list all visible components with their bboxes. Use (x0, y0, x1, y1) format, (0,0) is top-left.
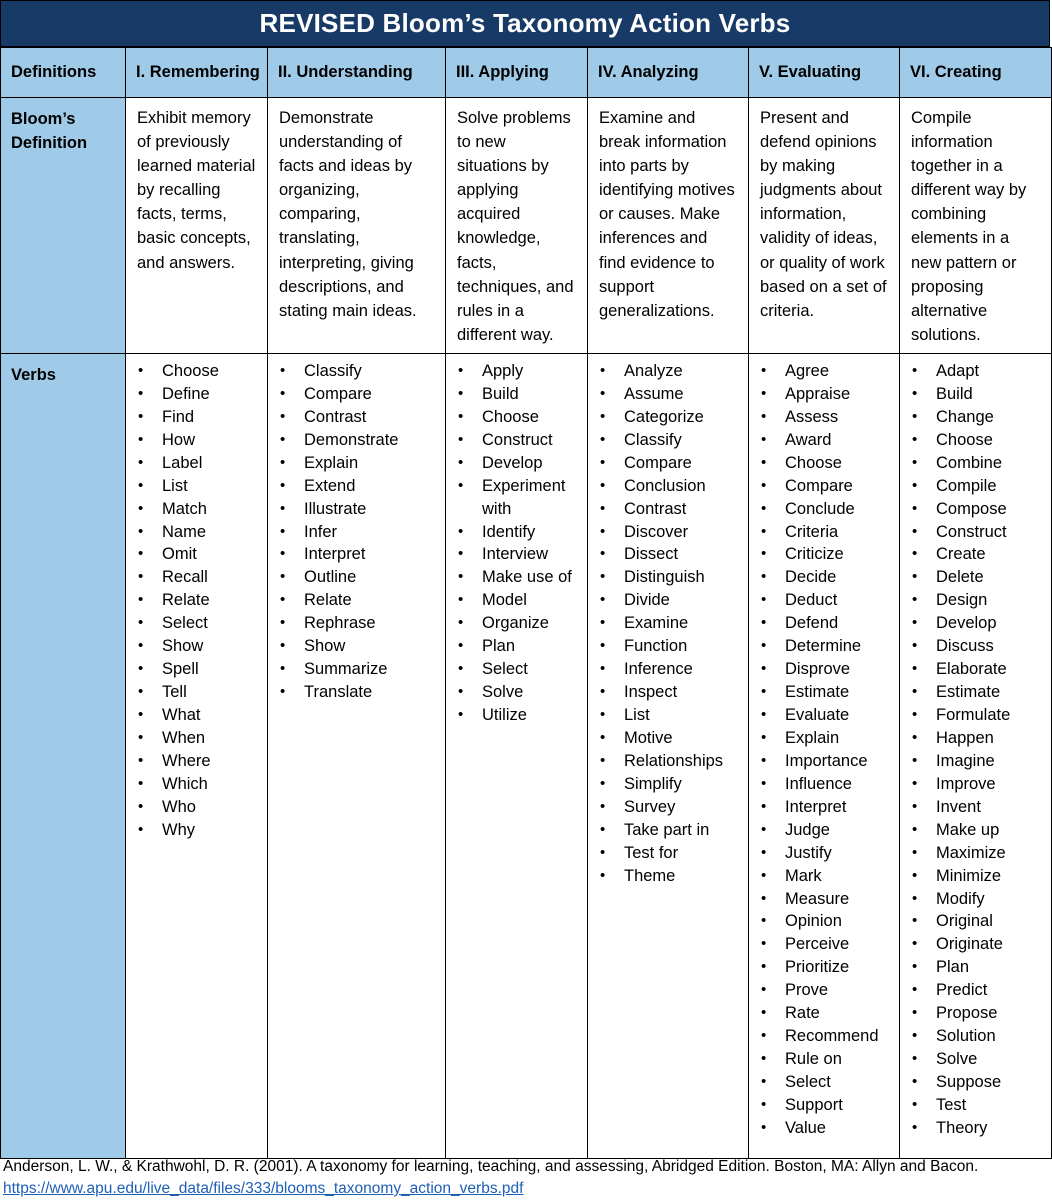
verb-item: • Illustrate (280, 498, 444, 521)
column-header-evaluating: V. Evaluating (749, 48, 900, 98)
verb-item: • Translate (280, 681, 444, 704)
verb-item: • Spell (138, 658, 266, 681)
verb-item: • Develop (912, 612, 1050, 635)
verb-item: • Summarize (280, 658, 444, 681)
column-header-remembering: I. Remembering (126, 48, 268, 98)
verb-item: • Formulate (912, 704, 1050, 727)
verb-item: • Influence (761, 773, 898, 796)
definition-remembering: Exhibit memory of previously learned material by recalling facts, terms, basic concepts, and answers. (126, 98, 268, 354)
citation-text: Anderson, L. W., & Krathwohl, D. R. (2001). A taxonomy for learning, teaching, and assessing, Abridged Edition. Boston, MA: Allyn and Bacon. (3, 1158, 979, 1175)
verb-item: • List (600, 704, 747, 727)
citation-footer (3, 1156, 1048, 1200)
verb-item: • Explain (761, 727, 898, 750)
column-header-definitions: Definitions (1, 48, 126, 98)
verb-list (127, 355, 266, 842)
verb-item: • Motive (600, 727, 747, 750)
verb-item: • Criteria (761, 521, 898, 544)
verb-item: • Survey (600, 796, 747, 819)
verb-list (750, 355, 898, 1140)
verb-item: • Take part in (600, 819, 747, 842)
definition-creating: Compile information together in a different way by combining elements in a new pattern or proposing alternative solutions. (900, 98, 1052, 354)
verb-item: • Choose (761, 452, 898, 475)
verb-item: • Name (138, 521, 266, 544)
verb-item: • What (138, 704, 266, 727)
verb-item: • Demonstrate (280, 429, 444, 452)
verb-item: • Select (458, 658, 586, 681)
verb-item: • Judge (761, 819, 898, 842)
verb-item: • Appraise (761, 383, 898, 406)
verb-item: • Value (761, 1117, 898, 1140)
verb-item: • Agree (761, 360, 898, 383)
verb-item: • Compile (912, 475, 1050, 498)
definition-applying: Solve problems to new situations by applying acquired knowledge, facts, techniques, and rules in a different way. (446, 98, 588, 354)
verb-item: • Combine (912, 452, 1050, 475)
verb-item: • Originate (912, 933, 1050, 956)
verb-item: • Test (912, 1094, 1050, 1117)
verb-item: • Criticize (761, 543, 898, 566)
verb-list (901, 355, 1050, 1140)
verb-item: • Interpret (280, 543, 444, 566)
verb-item: • Change (912, 406, 1050, 429)
verb-item: • Minimize (912, 865, 1050, 888)
verb-item: • List (138, 475, 266, 498)
verb-item: • Conclusion (600, 475, 747, 498)
verb-item: • Why (138, 819, 266, 842)
row-header-definition: Bloom’s Definition (1, 98, 126, 354)
verb-list (269, 355, 444, 704)
citation-link[interactable]: https://www.apu.edu/live_data/files/333/blooms_taxonomy_action_verbs.pdf (3, 1180, 524, 1197)
verb-item: • Tell (138, 681, 266, 704)
verb-item: • How (138, 429, 266, 452)
verb-list (447, 355, 586, 727)
verb-item: • Invent (912, 796, 1050, 819)
definition-analyzing: Examine and break information into parts by identifying motives or causes. Make inferences and find evidence to support generalizations. (588, 98, 749, 354)
verbs-cell-remembering (126, 353, 268, 1158)
verb-item: • Solution (912, 1025, 1050, 1048)
verb-item: • Construct (458, 429, 586, 452)
column-header-understanding: II. Understanding (268, 48, 446, 98)
verb-item: • Deduct (761, 589, 898, 612)
verb-item: • Happen (912, 727, 1050, 750)
verb-item: • Match (138, 498, 266, 521)
verb-item: • Perceive (761, 933, 898, 956)
definition-evaluating: Present and defend opinions by making judgments about information, validity of ideas, or quality of work based on a set of criteria. (749, 98, 900, 354)
column-header-applying: III. Applying (446, 48, 588, 98)
verb-item: • Estimate (912, 681, 1050, 704)
verb-item: • Theme (600, 865, 747, 888)
verb-item: • Make up (912, 819, 1050, 842)
verb-item: • Adapt (912, 360, 1050, 383)
verb-item: • Utilize (458, 704, 586, 727)
verb-item: • Award (761, 429, 898, 452)
verb-item: • Mark (761, 865, 898, 888)
taxonomy-table (0, 47, 1052, 1159)
verb-item: • Define (138, 383, 266, 406)
verb-item: • Recommend (761, 1025, 898, 1048)
verb-item: • Importance (761, 750, 898, 773)
verb-item: • Organize (458, 612, 586, 635)
column-header-creating: VI. Creating (900, 48, 1052, 98)
verb-item: • Outline (280, 566, 444, 589)
verb-item: • Defend (761, 612, 898, 635)
verb-item: • Estimate (761, 681, 898, 704)
verb-item: • Compose (912, 498, 1050, 521)
verb-item: • Maximize (912, 842, 1050, 865)
verb-item: • Test for (600, 842, 747, 865)
verb-item: • Contrast (280, 406, 444, 429)
verb-item: • Build (458, 383, 586, 406)
verb-item: • Inference (600, 658, 747, 681)
verb-item: • Show (280, 635, 444, 658)
verb-item: • Explain (280, 452, 444, 475)
verb-item: • Contrast (600, 498, 747, 521)
verb-item: • Opinion (761, 910, 898, 933)
verb-item: • Select (138, 612, 266, 635)
verbs-cell-analyzing (588, 353, 749, 1158)
verb-item: • Infer (280, 521, 444, 544)
verbs-cell-understanding (268, 353, 446, 1158)
verb-item: • Relate (138, 589, 266, 612)
verb-item: • Identify (458, 521, 586, 544)
verb-item: • Rule on (761, 1048, 898, 1071)
verb-item: • Relationships (600, 750, 747, 773)
verb-item: • Improve (912, 773, 1050, 796)
verb-item: • Theory (912, 1117, 1050, 1140)
verb-item: • Solve (458, 681, 586, 704)
verb-item: • Find (138, 406, 266, 429)
verb-item: • Choose (458, 406, 586, 429)
verb-item: • Simplify (600, 773, 747, 796)
verb-list (589, 355, 747, 888)
verb-item: • Decide (761, 566, 898, 589)
verb-item: • Conclude (761, 498, 898, 521)
verb-item: • Model (458, 589, 586, 612)
verb-item: • Label (138, 452, 266, 475)
verb-item: • Prove (761, 979, 898, 1002)
verb-item: • Discover (600, 521, 747, 544)
verb-item: • Inspect (600, 681, 747, 704)
verb-item: • Categorize (600, 406, 747, 429)
verb-item: • Design (912, 589, 1050, 612)
verb-item: • Measure (761, 888, 898, 911)
definition-row (1, 98, 1052, 354)
verb-item: • Solve (912, 1048, 1050, 1071)
verb-item: • Who (138, 796, 266, 819)
verb-item: • Interpret (761, 796, 898, 819)
verb-item: • Determine (761, 635, 898, 658)
verbs-row (1, 353, 1052, 1158)
verb-item: • Rate (761, 1002, 898, 1025)
verb-item: • Examine (600, 612, 747, 635)
verb-item: • Delete (912, 566, 1050, 589)
verb-item: • Experiment with (458, 475, 586, 521)
verb-item: • Classify (600, 429, 747, 452)
verb-item: • Make use of (458, 566, 586, 589)
verb-item: • Apply (458, 360, 586, 383)
verb-item: • Discuss (912, 635, 1050, 658)
verb-item: • Omit (138, 543, 266, 566)
verb-item: • Interview (458, 543, 586, 566)
verb-item: • Modify (912, 888, 1050, 911)
verb-item: • Justify (761, 842, 898, 865)
verb-item: • Evaluate (761, 704, 898, 727)
verb-item: • Create (912, 543, 1050, 566)
verb-item: • Predict (912, 979, 1050, 1002)
verb-item: • Rephrase (280, 612, 444, 635)
verb-item: • Plan (912, 956, 1050, 979)
definition-understanding: Demonstrate understanding of facts and ideas by organizing, comparing, translating, interpreting, giving descriptions, and stating main ideas. (268, 98, 446, 354)
verb-item: • Recall (138, 566, 266, 589)
verb-item: • Propose (912, 1002, 1050, 1025)
verb-item: • Choose (138, 360, 266, 383)
header-row (1, 48, 1052, 98)
row-header-verbs: Verbs (1, 353, 126, 1158)
verb-item: • Disprove (761, 658, 898, 681)
verb-item: • Assess (761, 406, 898, 429)
verb-item: • Plan (458, 635, 586, 658)
verb-item: • Which (138, 773, 266, 796)
verbs-cell-evaluating (749, 353, 900, 1158)
verb-item: • Construct (912, 521, 1050, 544)
verb-item: • Extend (280, 475, 444, 498)
verb-item: • Where (138, 750, 266, 773)
verb-item: • Dissect (600, 543, 747, 566)
verb-item: • Compare (761, 475, 898, 498)
verb-item: • Assume (600, 383, 747, 406)
verb-item: • Choose (912, 429, 1050, 452)
verb-item: • Build (912, 383, 1050, 406)
verb-item: • Compare (600, 452, 747, 475)
verb-item: • Imagine (912, 750, 1050, 773)
verb-item: • Relate (280, 589, 444, 612)
verb-item: • Function (600, 635, 747, 658)
verb-item: • Suppose (912, 1071, 1050, 1094)
verb-item: • Show (138, 635, 266, 658)
verb-item: • Elaborate (912, 658, 1050, 681)
verbs-cell-applying (446, 353, 588, 1158)
verb-item: • Analyze (600, 360, 747, 383)
verb-item: • Develop (458, 452, 586, 475)
verb-item: • Prioritize (761, 956, 898, 979)
verb-item: • Distinguish (600, 566, 747, 589)
verb-item: • Support (761, 1094, 898, 1117)
page-title: REVISED Bloom’s Taxonomy Action Verbs (0, 0, 1050, 47)
verb-item: • Divide (600, 589, 747, 612)
verb-item: • When (138, 727, 266, 750)
verbs-cell-creating (900, 353, 1052, 1158)
verb-item: • Select (761, 1071, 898, 1094)
column-header-analyzing: IV. Analyzing (588, 48, 749, 98)
verb-item: • Classify (280, 360, 444, 383)
verb-item: • Original (912, 910, 1050, 933)
verb-item: • Compare (280, 383, 444, 406)
